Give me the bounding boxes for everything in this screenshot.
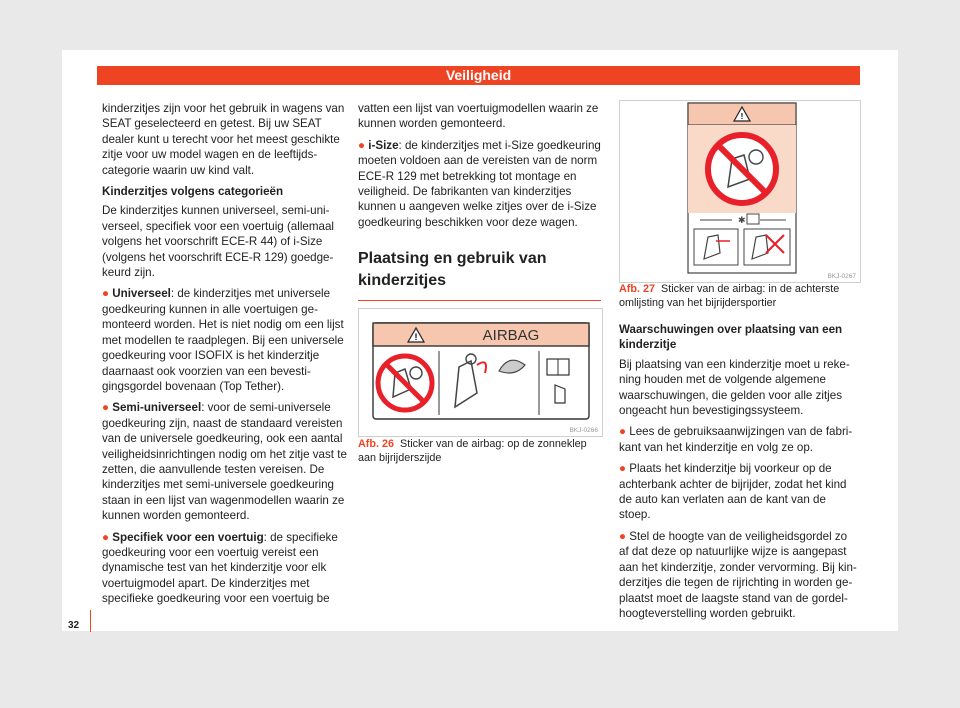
paragraph: vatten een lijst van voertuigmodellen waarin ze kunnen worden gemonteerd. (358, 102, 599, 131)
figure-airbag-sticker-sunvisor (358, 308, 603, 437)
svg-text:!: ! (740, 112, 744, 121)
subheading: Kinderzitjes volgens categorieën (102, 185, 284, 199)
paragraph: De kinderzitjes kunnen universeel, semi-universeel, specifiek voor een voertuig (allemaal volgens het voorschrift ECE-R 44) of i-Size (volgens het voorschrift ECE-R 129) goedgekeurd zijn. (102, 204, 334, 280)
figure-airbag-sticker-door (619, 100, 861, 283)
bullet-item: ● i-Size: de kinderzitjes met i-Size goedkeuring moeten voldoen aan de vereisten van de norm ECE-R 129 met betrekking tot montage en veiligheid. De fabrikanten van kinderzitjes kunnen u aangeven welke zitjes over de i-Size goedkeuring beschikken voor deze wagen. (358, 138, 601, 229)
bullet-item: ● Semi-universeel: voor de semi-universele goedkeuring zijn, naast de standaard vereisten van de universele goedkeuring, ook een aantal veiligheidsinrichtingen nodig om het zitje vast te zetten, die aanvullende testen vereisen. De kinderzitjes met semi-universele goedkeuring staan in een lijst van wagenmodellen waarin ze kunnen worden gemonteerd. (102, 401, 347, 523)
paragraph: kinderzitjes zijn voor het gebruik in wagens van SEAT geselecteerd en getest. Bij uw SEAT dealer kunt u terecht voor het meest geschikte zitje voor uw model wagen en de leeftijdscategorie waarin uw kind valt. (102, 102, 345, 177)
subheading: Waarschuwingen over plaatsing van een kinderzitje (619, 323, 843, 352)
figure-caption: Afb. 26 Sticker van de airbag: op de zonneklep aan bijrijderszijde (358, 438, 587, 464)
bullet-icon: ● (619, 425, 627, 439)
figure-caption: Afb. 27 Sticker van de airbag: in de achterste omlijsting van het bijrijdersportier (619, 283, 840, 309)
paragraph: Bij plaatsing van een kinderzitje moet u rekening houden met de volgende algemene waarschuwingen, die gelden voor alle zitjes ongeacht hun bevestigingssysteem. (619, 357, 850, 418)
airbag-sticker-illustration (359, 309, 602, 436)
bullet-icon: ● (619, 462, 627, 476)
svg-text:!: ! (414, 332, 418, 342)
figure-code: BKJ-0267 (827, 273, 856, 280)
section-title: Plaatsing en gebruik van kinderzitjes (358, 248, 601, 301)
column-middle (358, 101, 601, 301)
column-left (102, 101, 350, 613)
figure-code: BKJ-0266 (569, 427, 598, 434)
column-right (619, 322, 859, 627)
bullet-icon: ● (619, 529, 627, 543)
section-header: Veiligheid (97, 66, 860, 85)
door-sticker-illustration (620, 101, 860, 282)
bullet-icon: ● (102, 401, 110, 415)
svg-text:✱: ✱ (738, 215, 746, 225)
page-number-rule (90, 610, 91, 632)
bullet-icon: ● (102, 287, 110, 301)
bullet-icon: ● (102, 530, 110, 544)
bullet-icon: ● (358, 138, 366, 152)
bullet-item: ● Stel de hoogte van de veiligheidsgordel zo af dat deze op natuurlijke wijze is aangepast aan het kinderzitje, zonder vervorming. Bij kinderzitjes die tegen de rijrichting in worden geplaatst moet de laagste stand van de gordelhoogteverstelling worden gebruikt. (619, 529, 857, 620)
page-number: 32 (68, 620, 80, 631)
airbag-label: AIRBAG (482, 327, 540, 344)
bullet-item: ● Specifiek voor een voertuig: de specifieke goedkeuring voor een voertuig vereist een dynamische test van het kinderzitje voor elk voertuigmodel apart. De kinderzitjes met specifieke goedkeuring voor een voertuig be (102, 530, 338, 606)
bullet-item: ● Lees de gebruiksaanwijzingen van de fabrikant van het kinderzitje en volg ze op. (619, 425, 853, 454)
bullet-item: ● Plaats het kinderzitje bij voorkeur op de achterbank achter de bijrijder, zodat het kind de auto kan verlaten aan de kant van de stoep. (619, 462, 847, 522)
bullet-item: ● Universeel: de kinderzitjes met universele goedkeuring kunnen in alle voertuigen gemonteerd worden. Het is niet nodig om een lijst met modellen te raadplegen. Bij een universele goedkeuring voor ISOFIX is het kinderzitje daarnaast ook voorzien van een bevestigingsgordel bovenaan (Top Tether). (102, 287, 344, 393)
